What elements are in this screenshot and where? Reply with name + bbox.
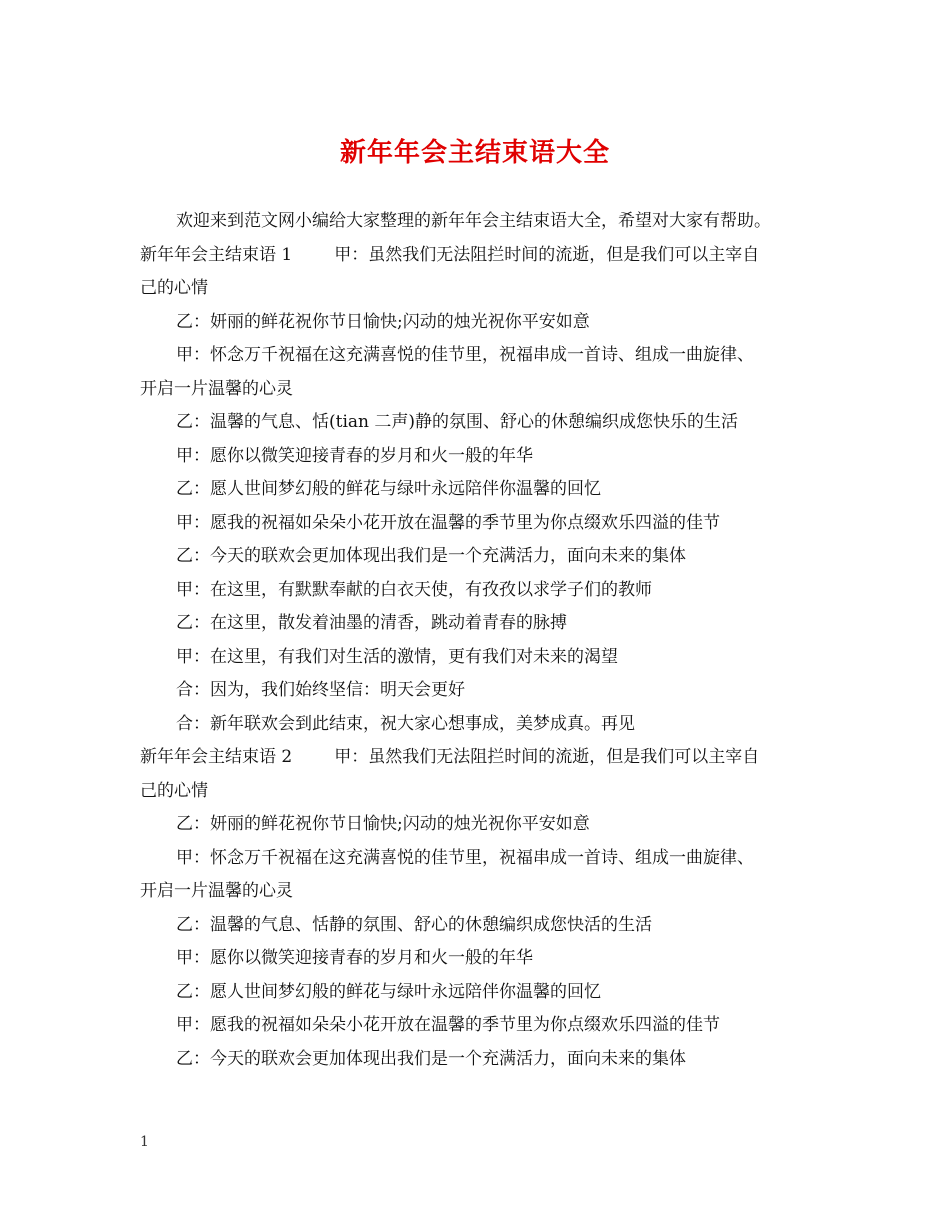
line-text: 欢迎来到范文网小编给大家整理的新年年会主结束语大全，希望对大家有帮助。 bbox=[176, 211, 771, 231]
section-heading: 新年年会主结束语 2 bbox=[140, 747, 293, 767]
paragraph-line bbox=[140, 641, 820, 675]
line-text: 甲：虽然我们无法阻拦时间的流逝，但是我们可以主宰自 bbox=[334, 747, 760, 767]
line-text: 甲：在这里，有默默奉献的白衣天使，有孜孜以求学子们的教师 bbox=[176, 579, 652, 600]
section-line bbox=[140, 239, 820, 273]
line-text: 己的心情 bbox=[140, 278, 208, 298]
paragraph-line bbox=[140, 205, 820, 239]
paragraph-line bbox=[140, 909, 820, 943]
line-text: 己的心情 bbox=[140, 780, 208, 801]
section-heading: 新年年会主结束语 1 bbox=[140, 244, 293, 265]
line-text: 甲：在这里，有我们对生活的激情，更有我们对未来的渴望 bbox=[176, 646, 618, 667]
line-text: 乙：愿人世间梦幻般的鲜花与绿叶永远陪伴你温馨的回忆 bbox=[176, 479, 601, 499]
line-text: 合：因为，我们始终坚信：明天会更好 bbox=[176, 680, 465, 700]
section-line bbox=[140, 741, 820, 775]
paragraph-line bbox=[140, 775, 820, 809]
paragraph-line bbox=[140, 440, 820, 474]
line-text: 乙：妍丽的鲜花祝你节日愉快;闪动的烛光祝你平安如意 bbox=[176, 311, 590, 332]
paragraph-line bbox=[140, 272, 820, 306]
line-text: 乙：妍丽的鲜花祝你节日愉快;闪动的烛光祝你平安如意 bbox=[176, 814, 590, 834]
paragraph-line bbox=[140, 875, 820, 909]
line-text: 甲：虽然我们无法阻拦时间的流逝，但是我们可以主宰自 bbox=[334, 244, 760, 265]
paragraph-line bbox=[140, 406, 820, 440]
page-number: 1 bbox=[140, 1134, 149, 1150]
document-title: 新年年会主结束语大全 bbox=[339, 138, 610, 168]
line-text: 甲：怀念万千祝福在这充满喜悦的佳节里，祝福串成一首诗、组成一曲旋律、 bbox=[176, 847, 754, 868]
line-text: 甲：愿我的祝福如朵朵小花开放在温馨的季节里为你点缀欢乐四溢的佳节 bbox=[176, 512, 720, 533]
line-text: 乙：愿人世间梦幻般的鲜花与绿叶永远陪伴你温馨的回忆 bbox=[176, 981, 601, 1002]
line-text: 乙：温馨的气息、恬静的氛围、舒心的休憩编织成您快活的生活 bbox=[176, 914, 652, 935]
paragraph-line bbox=[140, 373, 820, 407]
paragraph-line bbox=[140, 574, 820, 608]
paragraph-line bbox=[140, 339, 820, 373]
paragraph-line bbox=[140, 473, 820, 507]
line-text: 甲：怀念万千祝福在这充满喜悦的佳节里，祝福串成一首诗、组成一曲旋律、 bbox=[176, 345, 754, 365]
line-text: 甲：愿你以微笑迎接青春的岁月和火一般的年华 bbox=[176, 445, 533, 466]
paragraph-line bbox=[140, 842, 820, 876]
paragraph-line bbox=[140, 808, 820, 842]
paragraph-line bbox=[140, 607, 820, 641]
line-text: 乙：在这里，散发着油墨的清香，跳动着青春的脉搏 bbox=[176, 613, 567, 633]
paragraph-line bbox=[140, 540, 820, 574]
line-text: 乙：今天的联欢会更加体现出我们是一个充满活力，面向未来的集体 bbox=[176, 1048, 686, 1069]
line-text: 开启一片温馨的心灵 bbox=[140, 378, 293, 399]
paragraph-line bbox=[140, 674, 820, 708]
paragraph-line bbox=[140, 1043, 820, 1077]
paragraph-line bbox=[140, 306, 820, 340]
paragraph-line bbox=[140, 1009, 820, 1043]
paragraph-line bbox=[140, 507, 820, 541]
line-text: 甲：愿你以微笑迎接青春的岁月和火一般的年华 bbox=[176, 948, 533, 968]
line-text: 乙：温馨的气息、恬(tian 二声)静的氛围、舒心的休憩编织成您快乐的生活 bbox=[176, 412, 739, 432]
line-text: 开启一片温馨的心灵 bbox=[140, 881, 293, 901]
line-text: 乙：今天的联欢会更加体现出我们是一个充满活力，面向未来的集体 bbox=[176, 546, 686, 566]
line-text: 甲：愿我的祝福如朵朵小花开放在温馨的季节里为你点缀欢乐四溢的佳节 bbox=[176, 1015, 720, 1035]
document-body bbox=[140, 205, 820, 1076]
paragraph-line bbox=[140, 976, 820, 1010]
paragraph-line bbox=[140, 942, 820, 976]
paragraph-line bbox=[140, 708, 820, 742]
line-text: 合：新年联欢会到此结束，祝大家心想事成，美梦成真。再见 bbox=[176, 713, 635, 734]
